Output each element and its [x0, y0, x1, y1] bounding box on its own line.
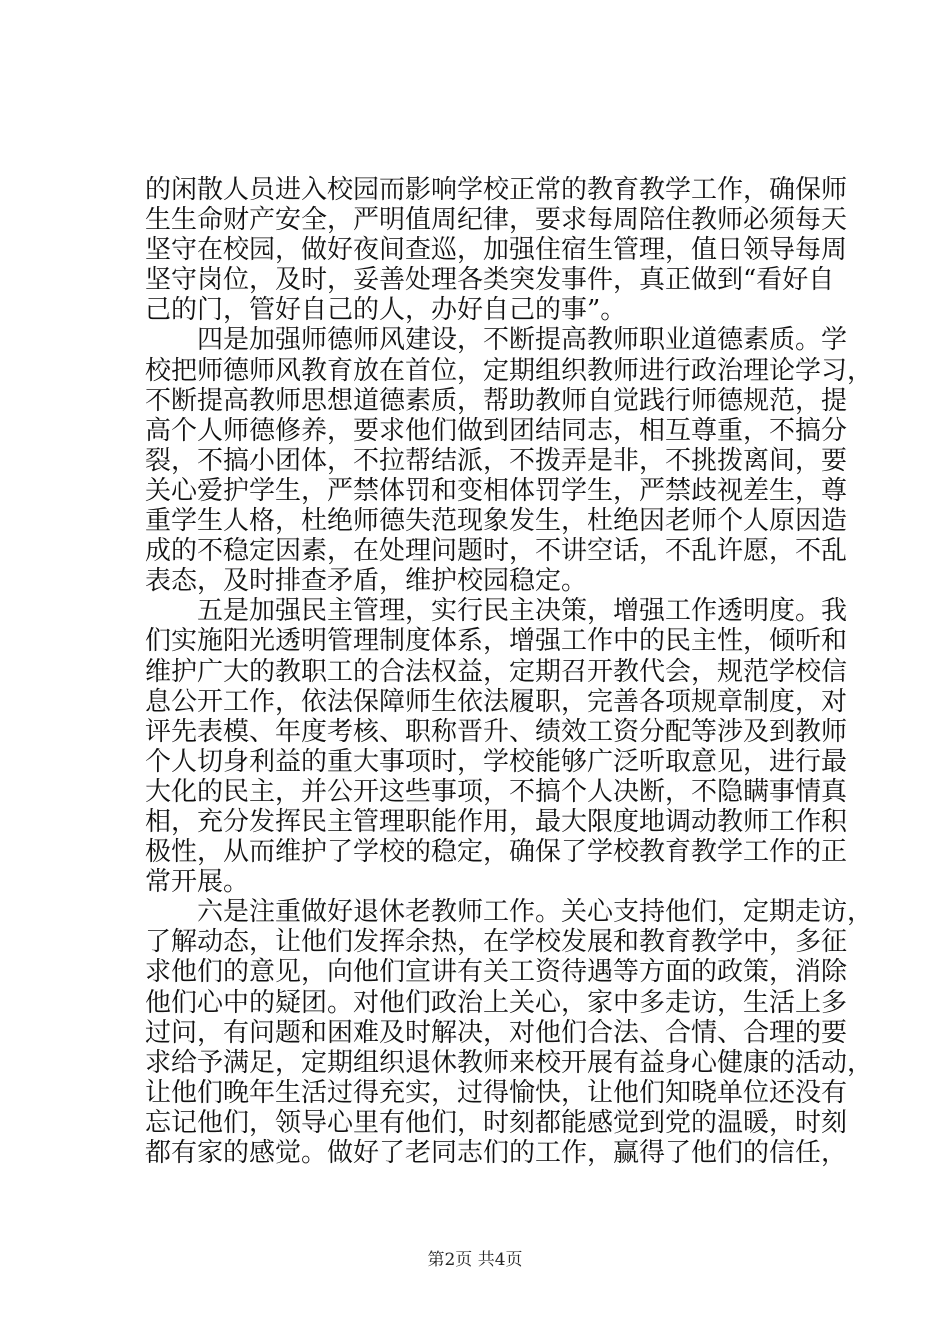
paragraph-start-line: 六是注重做好退休老教师工作。关心支持他们，定期走访， [197, 897, 874, 928]
text-line: 大化的民主，并公开这些事项，不搞个人决断，不隐瞒事情真 [145, 776, 848, 807]
text-line: 校把师德师风教育放在首位，定期组织教师进行政治理论学习， [145, 355, 874, 386]
text-line: 了解动态，让他们发挥余热，在学校发展和教育教学中，多征 [145, 927, 848, 958]
paragraph-start-line: 四是加强师德师风建设，不断提高教师职业道德素质。学 [197, 325, 848, 356]
text-line: 求他们的意见，向他们宣讲有关工资待遇等方面的政策，消除 [145, 957, 848, 988]
text-line: 己的门，管好自己的人，办好自己的事”。 [145, 295, 627, 326]
text-line: 息公开工作，依法保障师生依法履职，完善各项规章制度，对 [145, 686, 848, 717]
text-line: 的闲散人员进入校园而影响学校正常的教育教学工作，确保师 [145, 175, 848, 205]
text-line: 表态，及时排查矛盾，维护校园稳定。 [145, 566, 588, 597]
paragraph-start-line: 五是加强民主管理，实行民主决策，增强工作透明度。我 [197, 596, 848, 627]
text-line: 重学生人格，杜绝师德失范现象发生，杜绝因老师个人原因造 [145, 506, 848, 537]
text-line: 过问，有问题和困难及时解决，对他们合法、合情、合理的要 [145, 1017, 848, 1048]
text-line: 常开展。 [145, 867, 250, 898]
text-line: 坚守在校园，做好夜间查巡，加强住宿生管理，值日领导每周 [145, 235, 848, 266]
text-line: 相，充分发挥民主管理职能作用，最大限度地调动教师工作积 [145, 806, 848, 837]
text-line: 求给予满足，定期组织退休教师来校开展有益身心健康的活动， [145, 1047, 874, 1078]
text-line: 维护广大的教职工的合法权益，定期召开教代会，规范学校信 [145, 656, 848, 687]
text-line: 个人切身利益的重大事项时，学校能够广泛听取意见，进行最 [145, 746, 848, 777]
text-line: 他们心中的疑团。对他们政治上关心，家中多走访，生活上多 [145, 987, 848, 1018]
text-line: 们实施阳光透明管理制度体系，增强工作中的民主性，倾听和 [145, 626, 848, 657]
text-line: 评先表模、年度考核、职称晋升、绩效工资分配等涉及到教师 [145, 716, 848, 747]
text-line: 生生命财产安全，严明值周纪律，要求每周陪住教师必须每天 [145, 205, 848, 236]
text-line: 坚守岗位，及时，妥善处理各类突发事件，真正做到“看好自 [145, 265, 835, 296]
text-line: 极性，从而维护了学校的稳定，确保了学校教育教学工作的正 [145, 837, 848, 868]
body-text [145, 175, 874, 1168]
text-line: 忘记他们，领导心里有他们，时刻都能感觉到党的温暖，时刻 [145, 1107, 848, 1138]
text-line: 让他们晚年生活过得充实，过得愉快，让他们知晓单位还没有 [145, 1077, 848, 1108]
text-line: 成的不稳定因素，在处理问题时，不讲空话，不乱许愿，不乱 [145, 536, 848, 567]
page-number-footer: 第2页 共4页 [427, 1250, 523, 1270]
text-line: 裂，不搞小团体，不拉帮结派，不拨弄是非，不挑拨离间，要 [145, 445, 848, 476]
text-line: 不断提高教师思想道德素质，帮助教师自觉践行师德规范，提 [145, 385, 848, 416]
text-line: 都有家的感觉。做好了老同志们的工作，赢得了他们的信任， [145, 1138, 848, 1168]
text-line: 高个人师德修养，要求他们做到团结同志，相互尊重，不搞分 [145, 415, 848, 446]
text-line: 关心爱护学生，严禁体罚和变相体罚学生，严禁歧视差生，尊 [145, 475, 848, 506]
